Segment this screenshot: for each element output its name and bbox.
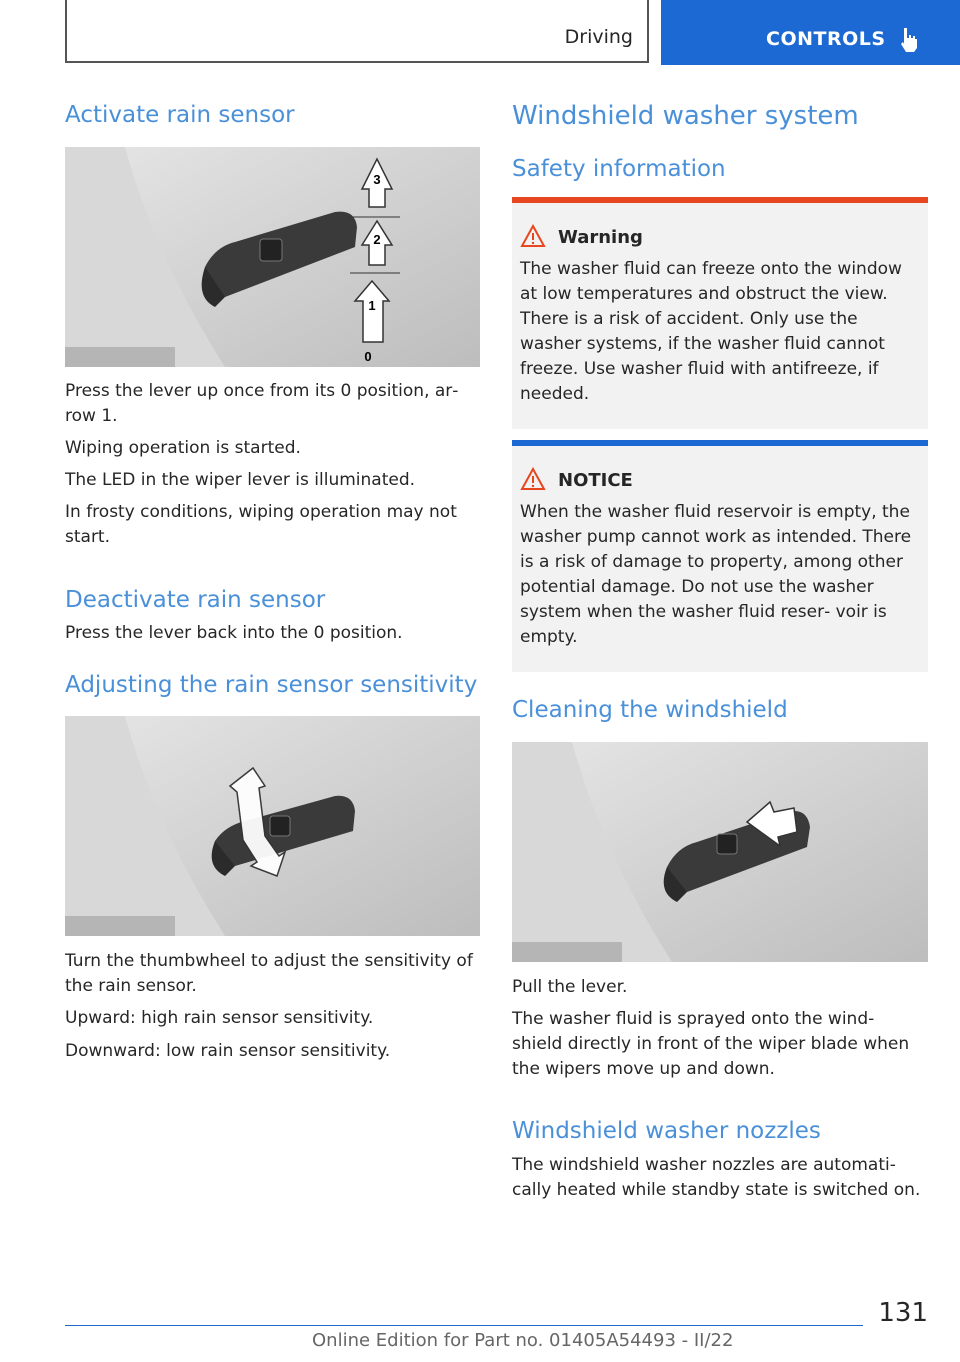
page-number: 131 bbox=[878, 1298, 928, 1328]
footer-divider bbox=[65, 1325, 863, 1326]
warning-box bbox=[512, 197, 928, 429]
notice-text: When the washer fluid reservoir is empty, the washer pump cannot work as intended. There is a risk of damage to property, among other potential damage. Do not use the washer system when the washer fluid reser‐ voir is empty. bbox=[520, 502, 912, 647]
notice-box bbox=[512, 440, 928, 672]
figure-lever-rain-sensor bbox=[65, 147, 480, 367]
arrow-label-1: 1 bbox=[368, 298, 376, 313]
cleaning-paragraph-1: Pull the lever. bbox=[512, 977, 628, 997]
adjust-paragraph-3: Downward: low rain sensor sensitivity. bbox=[65, 1041, 391, 1061]
warning-text: The washer fluid can freeze onto the window at low temperatures and obstruct the view. There is a risk of accident. Only use the washer systems, if the washer fluid cannot freeze. Use washer fluid with antifreeze, if needed. bbox=[520, 259, 902, 404]
adjust-paragraph-2: Upward: high rain sensor sensitivity. bbox=[65, 1008, 374, 1028]
safety-information-heading: Safety information bbox=[512, 156, 726, 182]
cleaning-paragraph-2: The washer fluid is sprayed onto the wind‐ shield directly in front of the wiper blade when the wipers move up and down. bbox=[512, 1009, 910, 1079]
warning-title: Warning bbox=[558, 227, 643, 248]
figure-pull-lever bbox=[512, 742, 928, 962]
nozzles-paragraph: The windshield washer nozzles are automati‐ cally heated while standby state is switched on. bbox=[512, 1155, 921, 1200]
header-section-box bbox=[65, 0, 649, 63]
activate-paragraph-4: In frosty conditions, wiping operation may not start. bbox=[65, 502, 457, 547]
deactivate-paragraph: Press the lever back into the 0 position. bbox=[65, 623, 403, 643]
warning-triangle-icon bbox=[520, 224, 546, 252]
header-chapter-tab bbox=[661, 0, 960, 65]
notice-triangle-icon bbox=[520, 467, 546, 495]
footer-edition: Online Edition for Part no. 01405A54493 - II/22 bbox=[312, 1330, 734, 1351]
header-section-label: Driving bbox=[564, 26, 633, 48]
adjust-sensitivity-heading: Adjusting the rain sensor sensitivity bbox=[65, 672, 478, 698]
activate-paragraph-1: Press the lever up once from its 0 position, ar‐ row 1. bbox=[65, 381, 459, 426]
washer-system-heading: Windshield washer system bbox=[512, 101, 859, 131]
arrow-label-3: 3 bbox=[373, 172, 381, 187]
washer-nozzles-heading: Windshield washer nozzles bbox=[512, 1118, 821, 1144]
notice-bar bbox=[512, 440, 928, 446]
cleaning-windshield-heading: Cleaning the windshield bbox=[512, 697, 788, 723]
activate-paragraph-3: The LED in the wiper lever is illuminated. bbox=[65, 470, 416, 490]
header-chapter-label: CONTROLS bbox=[766, 28, 886, 50]
arrow-label-0: 0 bbox=[364, 349, 372, 364]
activate-rain-sensor-heading: Activate rain sensor bbox=[65, 102, 295, 128]
deactivate-rain-sensor-heading: Deactivate rain sensor bbox=[65, 587, 326, 613]
figure-thumbwheel-sensitivity bbox=[65, 716, 480, 936]
arrow-label-2: 2 bbox=[373, 232, 381, 247]
activate-paragraph-2: Wiping operation is started. bbox=[65, 438, 301, 458]
adjust-paragraph-1: Turn the thumbwheel to adjust the sensitivity of the rain sensor. bbox=[65, 951, 473, 996]
pointing-hand-icon bbox=[898, 26, 920, 58]
notice-title: NOTICE bbox=[558, 470, 633, 491]
warning-bar bbox=[512, 197, 928, 203]
